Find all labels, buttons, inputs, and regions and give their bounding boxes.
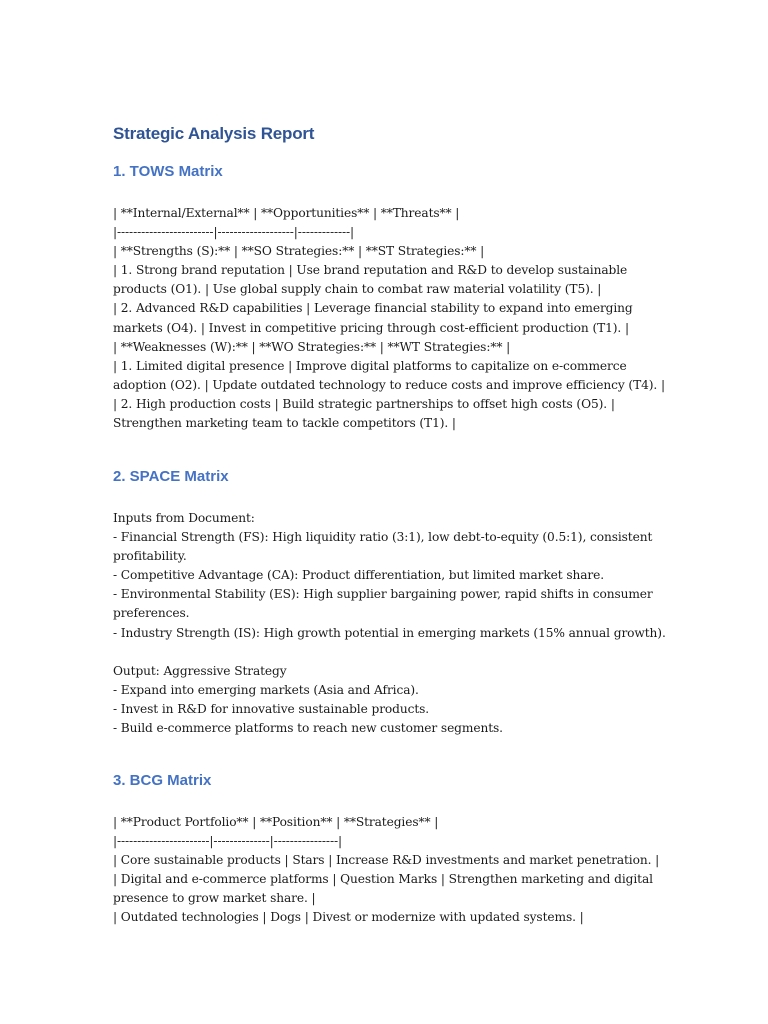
- tows-line: | 1. Strong brand reputation | Use brand reputation and R&D to develop sustainable: [113, 263, 628, 278]
- bcg-heading: 3. BCG Matrix: [113, 772, 212, 789]
- bcg-line: | Digital and e-commerce platforms | Question Marks | Strengthen marketing and digital: [113, 872, 653, 887]
- tows-line: | **Strengths (S):** | **SO Strategies:** | **ST Strategies:** |: [113, 244, 485, 259]
- space-input-line: Inputs from Document:: [113, 511, 255, 525]
- space-output-line: Output: Aggressive Strategy: [113, 663, 287, 678]
- tows-line: | **Internal/External** | **Opportunities** | **Threats** |: [113, 206, 460, 220]
- tows-line: adoption (O2). | Update outdated technology to reduce costs and improve efficiency (T4). |: [113, 377, 665, 392]
- tows-line: Strengthen marketing team to tackle competitors (T1). |: [113, 416, 456, 431]
- space-input-line: profitability.: [113, 549, 187, 564]
- tows-line: markets (O4). | Invest in competitive pricing through cost-efficient production (T1). |: [113, 320, 629, 335]
- space-inputs-text: [113, 509, 673, 738]
- bcg-line: | **Product Portfolio** | **Position** | **Strategies** |: [113, 815, 439, 829]
- bcg-line: presence to grow market share. |: [113, 891, 316, 906]
- bcg-line: |-----------------------|--------------|----------------|: [113, 834, 342, 849]
- space-input-line: - Financial Strength (FS): High liquidity ratio (3:1), low debt-to-equity (0.5:1), consistent: [113, 530, 653, 545]
- space-input-line: - Competitive Advantage (CA): Product differentiation, but limited market share.: [113, 568, 605, 583]
- bcg-table-text: [113, 813, 673, 928]
- tows-line: | 2. Advanced R&D capabilities | Leverage financial stability to expand into emerging: [113, 301, 633, 316]
- tows-table-text: [113, 204, 673, 433]
- space-output-line: - Expand into emerging markets (Asia and Africa).: [113, 682, 419, 697]
- bcg-line: | Outdated technologies | Dogs | Divest or modernize with updated systems. |: [113, 910, 584, 925]
- bcg-line: | Core sustainable products | Stars | Increase R&D investments and market penetration. |: [113, 853, 660, 868]
- space-input-line: preferences.: [113, 606, 190, 621]
- tows-line: | 1. Limited digital presence | Improve digital platforms to capitalize on e-commerce: [113, 358, 627, 373]
- tows-line: | **Weaknesses (W):** | **WO Strategies:** | **WT Strategies:** |: [113, 339, 511, 354]
- space-input-line: - Environmental Stability (ES): High supplier bargaining power, rapid shifts in consumer: [113, 587, 653, 602]
- tows-line: |------------------------|-------------------|-------------|: [113, 225, 355, 240]
- space-input-line: - Industry Strength (IS): High growth potential in emerging markets (15% annual growth).: [113, 625, 666, 640]
- space-output-line: - Invest in R&D for innovative sustainable products.: [113, 701, 430, 716]
- space-heading: 2. SPACE Matrix: [113, 468, 229, 485]
- tows-heading: 1. TOWS Matrix: [113, 163, 223, 180]
- space-output-line: - Build e-commerce platforms to reach new customer segments.: [113, 721, 503, 736]
- tows-line: products (O1). | Use global supply chain to combat raw material volatility (T5). |: [113, 282, 602, 297]
- tows-line: | 2. High production costs | Build strategic partnerships to offset high costs (O5). |: [113, 396, 615, 411]
- paragraph-gap: [113, 643, 673, 662]
- report-title: Strategic Analysis Report: [113, 124, 315, 143]
